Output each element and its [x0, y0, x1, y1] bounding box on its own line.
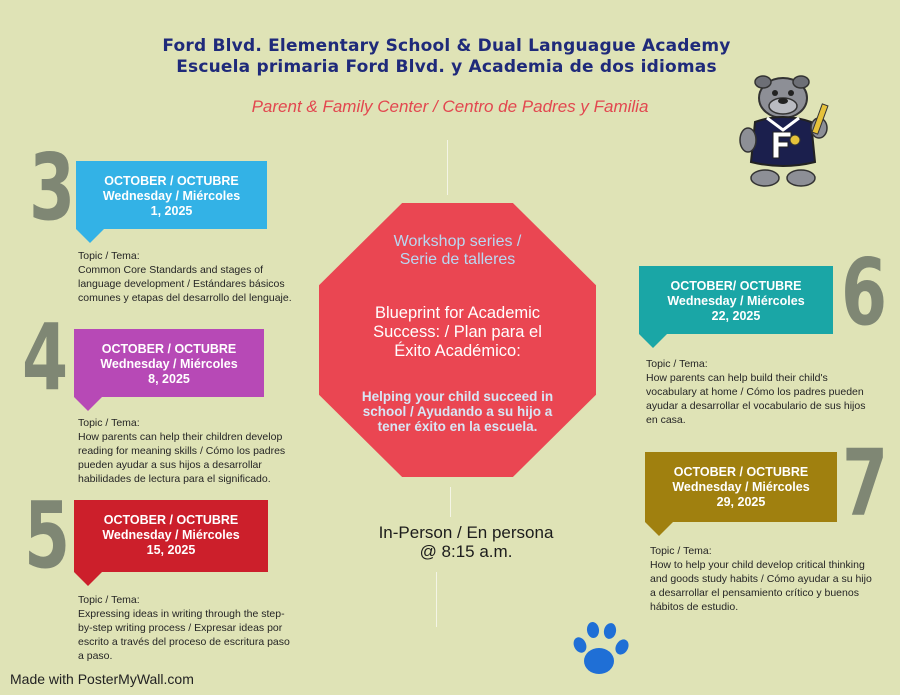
- date-day: 8, 2025: [148, 372, 190, 386]
- topic-block: [78, 249, 298, 305]
- workshop-series: Workshop series / Serie de talleres: [393, 233, 522, 268]
- session-number: 6: [841, 239, 888, 346]
- topic-label: Topic / Tema:: [78, 594, 140, 606]
- date-day: 15, 2025: [146, 543, 196, 557]
- date-box: [645, 452, 837, 522]
- workshop-tagline: Helping your child succeed in school / Ayudando a su hijo a tener éxito en la escuela.: [361, 389, 554, 434]
- topic-label: Topic / Tema:: [650, 545, 712, 557]
- divider-top: [447, 140, 448, 195]
- topic-block: [78, 593, 293, 663]
- topic-block: [78, 416, 303, 486]
- in-person-info: [356, 523, 576, 561]
- topic-text: How parents can help build their child's vocabulary at home / Cómo los padres pueden ayudar a desarrollar el vocabulario de sus hijos en casa.: [646, 372, 866, 426]
- date-box-tail: [74, 572, 102, 586]
- date-box: [639, 266, 833, 334]
- title-english: Ford Blvd. Elementary School & Dual Languague Academy: [162, 36, 731, 56]
- topic-label: Topic / Tema:: [646, 358, 708, 370]
- divider-bottom-2: [436, 572, 437, 627]
- session-number: 3: [29, 134, 76, 241]
- divider-bottom: [450, 487, 451, 517]
- date-month: OCTOBER/ OCTUBRE: [670, 279, 802, 293]
- date-box: [74, 329, 264, 397]
- date-box-tail: [74, 397, 102, 411]
- format-text: In-Person / En persona: [378, 523, 554, 542]
- workshop-title: Blueprint for Academic Success: / Plan para el Éxito Académico:: [373, 304, 542, 360]
- title-spanish: Escuela primaria Ford Blvd. y Academia de dos idiomas: [176, 57, 717, 77]
- date-month: OCTOBER / OCTUBRE: [103, 513, 239, 527]
- footer-credit: Made with PosterMyWall.com: [10, 671, 194, 687]
- date-day: 29, 2025: [716, 495, 766, 509]
- session-number: 7: [842, 430, 889, 537]
- date-weekday: Wednesday / Miércoles: [672, 480, 810, 494]
- topic-text: How parents can help their children develop reading for meaning skills / Cómo los padres pueden ayudar a sus hijos a desarrollar habilidades de lectura para el significado.: [78, 431, 286, 485]
- date-day: 1, 2025: [150, 204, 193, 218]
- date-weekday: Wednesday / Miércoles: [667, 294, 805, 308]
- date-month: OCTOBER / OCTUBRE: [673, 465, 809, 479]
- date-box-tail: [76, 229, 104, 243]
- session-number: 4: [22, 304, 69, 411]
- topic-label: Topic / Tema:: [78, 250, 140, 262]
- date-box-tail: [645, 522, 673, 536]
- topic-text: How to help your child develop critical thinking and goods study habits / Cómo ayudar a su hijo a desarrollar el pensamiento crítico y buenos hábitos de estudio.: [650, 559, 872, 613]
- date-box: [74, 500, 268, 572]
- date-box-tail: [639, 334, 667, 348]
- bulldog-mascot-icon: [733, 70, 838, 190]
- topic-text: Common Core Standards and stages of language development / Estándares básicos comunes y etapas del desarrollo del lenguaje.: [78, 264, 292, 304]
- subtitle: Parent & Family Center / Centro de Padres y Familia: [251, 97, 649, 116]
- time-text: @ 8:15 a.m.: [419, 542, 513, 561]
- date-month: OCTOBER / OCTUBRE: [104, 174, 239, 188]
- topic-block: [646, 357, 871, 427]
- topic-block: [650, 544, 880, 614]
- topic-text: Expressing ideas in writing through the step-by-step writing process / Expresar ideas por escrito a través del proceso de escritura paso a paso.: [78, 608, 290, 662]
- date-weekday: Wednesday / Miércoles: [102, 528, 240, 542]
- topic-label: Topic / Tema:: [78, 417, 140, 429]
- date-box: [76, 161, 267, 229]
- paw-print-icon: [571, 619, 633, 681]
- date-weekday: Wednesday / Miércoles: [100, 357, 238, 371]
- session-number: 5: [24, 482, 71, 589]
- date-month: OCTOBER / OCTUBRE: [101, 342, 237, 356]
- date-day: 22, 2025: [711, 309, 761, 323]
- date-weekday: Wednesday / Miércoles: [102, 189, 241, 203]
